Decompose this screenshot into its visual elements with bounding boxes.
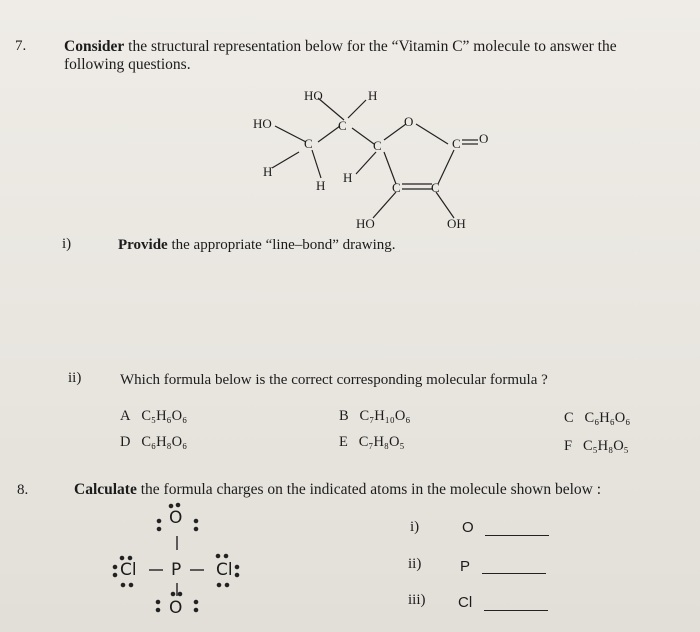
q7-part-i-label: i) — [62, 236, 72, 252]
atom-h-top: H — [368, 88, 378, 103]
option-a-letter: A — [120, 408, 131, 424]
atom-ho-top: HO — [304, 88, 323, 103]
atom-o-ring: O — [404, 114, 414, 129]
lewis-atom-cl-left: Cl — [120, 560, 137, 580]
lewis-atom-o-bottom: O — [169, 598, 183, 618]
question-7-stem-line2: following questions. — [64, 56, 191, 73]
question-7-number: 7. — [15, 38, 27, 54]
q8-item-iii-atom: Cl — [458, 594, 473, 611]
q7-part-ii-label: ii) — [68, 370, 82, 386]
q7-part-i-prompt-bold: Provide — [118, 237, 168, 253]
question-8-stem-bold: Calculate — [74, 481, 137, 498]
lewis-atom-o-top: O — [169, 508, 183, 528]
atom-ho-left: HO — [253, 116, 272, 131]
q8-item-ii-answer-blank[interactable] — [482, 563, 546, 574]
q8-item-i-label: i) — [410, 519, 420, 535]
q8-item-i-atom: O — [462, 519, 474, 536]
lewis-atom-cl-right: Cl — [216, 560, 233, 580]
option-e-formula: C₇H₈O₅ — [358, 434, 405, 450]
option-b-letter: B — [339, 408, 349, 424]
q8-item-iii-answer-blank[interactable] — [484, 600, 548, 611]
atom-h-lower: H — [316, 178, 326, 193]
atom-c-upper: C — [338, 118, 347, 133]
atom-ho-bottom: HO — [356, 216, 375, 231]
option-d-formula: C₆H₈O₆ — [141, 434, 188, 450]
option-d-letter: D — [120, 434, 131, 450]
option-f-formula: C₅H₈O₅ — [582, 438, 629, 454]
lewis-atom-p: P — [171, 560, 182, 580]
option-a-formula: C₅H₆O₆ — [141, 408, 188, 424]
q8-item-ii-atom: P — [460, 558, 471, 575]
atom-c-left: C — [304, 136, 313, 151]
atom-o-carbonyl: O — [479, 131, 489, 146]
option-b-formula: C₇H₁₀O₆ — [359, 408, 411, 424]
option-e-letter: E — [339, 434, 348, 450]
q8-item-iii-label: iii) — [408, 592, 426, 608]
atom-h-ring: H — [343, 170, 353, 185]
atom-c-alkene-right: C — [431, 180, 440, 195]
question-8-number: 8. — [17, 482, 29, 498]
atom-c-alkene-left: C — [392, 180, 401, 195]
option-c-letter: C — [564, 410, 574, 426]
q7-part-ii-prompt: Which formula below is the correct corresponding molecular formula ? — [120, 372, 548, 388]
question-7-stem-bold: Consider — [64, 38, 125, 55]
atom-c-ring-left: C — [373, 138, 382, 153]
atom-c-carbonyl: C — [452, 136, 461, 151]
q8-item-ii-label: ii) — [408, 556, 422, 572]
atom-oh-bottom: OH — [447, 216, 466, 231]
option-f-letter: F — [564, 438, 573, 454]
question-7-stem-text: the structural representation below for the “Vitamin C” molecule to answer the — [128, 38, 617, 55]
question-8-stem-text: the formula charges on the indicated atoms in the molecule shown below : — [140, 481, 602, 498]
q8-item-i-answer-blank[interactable] — [485, 525, 549, 536]
q7-part-i-prompt-text: the appropriate “line–bond” drawing. — [171, 237, 396, 253]
atom-h-left: H — [263, 164, 273, 179]
option-c-formula: C₆H₆O₆ — [584, 410, 631, 426]
